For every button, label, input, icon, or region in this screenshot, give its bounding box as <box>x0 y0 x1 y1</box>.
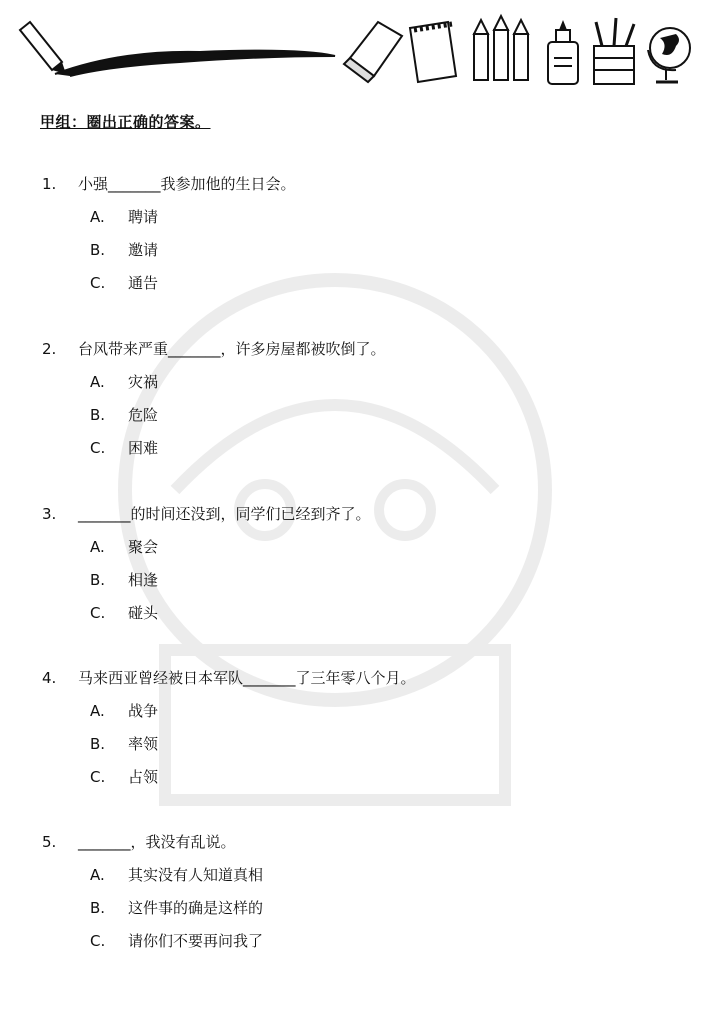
option-letter: A. <box>90 702 105 720</box>
option-text: 率领 <box>128 735 159 753</box>
option-letter: A. <box>90 373 105 391</box>
option-letter: A. <box>90 866 105 884</box>
option-c[interactable] <box>42 426 662 459</box>
pencil-icon <box>20 22 335 76</box>
option-b[interactable] <box>42 393 662 426</box>
option-c[interactable] <box>42 261 662 294</box>
option-text: 邀请 <box>128 241 159 259</box>
option-text: 相逢 <box>128 571 159 589</box>
question-number: 5. <box>42 833 57 851</box>
question-3 <box>42 503 662 624</box>
option-letter: B. <box>90 735 106 753</box>
option-text: 危险 <box>128 406 159 424</box>
question-1 <box>42 173 662 294</box>
option-letter: C. <box>90 604 106 622</box>
option-text: 困难 <box>128 439 159 457</box>
option-letter: A. <box>90 208 105 226</box>
question-number: 4. <box>42 669 57 687</box>
question-2 <box>42 338 662 459</box>
option-text: 通告 <box>128 274 159 292</box>
option-a[interactable] <box>42 689 662 722</box>
option-a[interactable] <box>42 360 662 393</box>
header-artwork <box>0 0 705 100</box>
question-5 <box>42 831 662 952</box>
question-text: 台风带来严重_______，许多房屋都被吹倒了。 <box>78 340 386 358</box>
option-c[interactable] <box>42 591 662 624</box>
option-b[interactable] <box>42 228 662 261</box>
option-c[interactable] <box>42 919 662 952</box>
option-b[interactable] <box>42 886 662 919</box>
option-letter: B. <box>90 406 106 424</box>
option-letter: A. <box>90 538 105 556</box>
option-text: 聘请 <box>128 208 159 226</box>
option-letter: C. <box>90 274 106 292</box>
option-text: 其实没有人知道真相 <box>128 866 264 884</box>
option-b[interactable] <box>42 722 662 755</box>
question-number: 2. <box>42 340 57 358</box>
option-letter: C. <box>90 768 106 786</box>
option-a[interactable] <box>42 195 662 228</box>
option-text: 灾祸 <box>128 373 159 391</box>
question-text: _______，我没有乱说。 <box>78 833 236 851</box>
option-text: 碰头 <box>128 604 159 622</box>
option-text: 占领 <box>128 768 159 786</box>
notepad-icon <box>410 22 456 82</box>
option-letter: B. <box>90 899 106 917</box>
option-text: 请你们不要再问我了 <box>128 932 264 950</box>
option-b[interactable] <box>42 558 662 591</box>
question-number: 3. <box>42 505 57 523</box>
option-text: 战争 <box>128 702 159 720</box>
glue-bottle-icon <box>548 20 578 84</box>
question-text: 小强_______我参加他的生日会。 <box>78 175 296 193</box>
option-letter: C. <box>90 932 106 950</box>
question-text: _______的时间还没到，同学们已经到齐了。 <box>78 505 371 523</box>
globe-icon <box>648 28 690 82</box>
question-number: 1. <box>42 175 57 193</box>
option-text: 聚会 <box>128 538 159 556</box>
option-c[interactable] <box>42 755 662 788</box>
option-letter: C. <box>90 439 106 457</box>
eraser-icon <box>344 22 402 82</box>
option-letter: B. <box>90 571 106 589</box>
option-letter: B. <box>90 241 106 259</box>
pencil-cup-icon <box>594 18 634 84</box>
option-a[interactable] <box>42 525 662 558</box>
question-4 <box>42 667 662 788</box>
question-text: 马来西亚曾经被日本军队_______了三年零八个月。 <box>78 669 416 687</box>
option-text: 这件事的确是这样的 <box>128 899 264 917</box>
crayons-icon <box>474 16 528 80</box>
option-a[interactable] <box>42 853 662 886</box>
section-title: 甲组：圈出正确的答案。 <box>40 113 211 131</box>
